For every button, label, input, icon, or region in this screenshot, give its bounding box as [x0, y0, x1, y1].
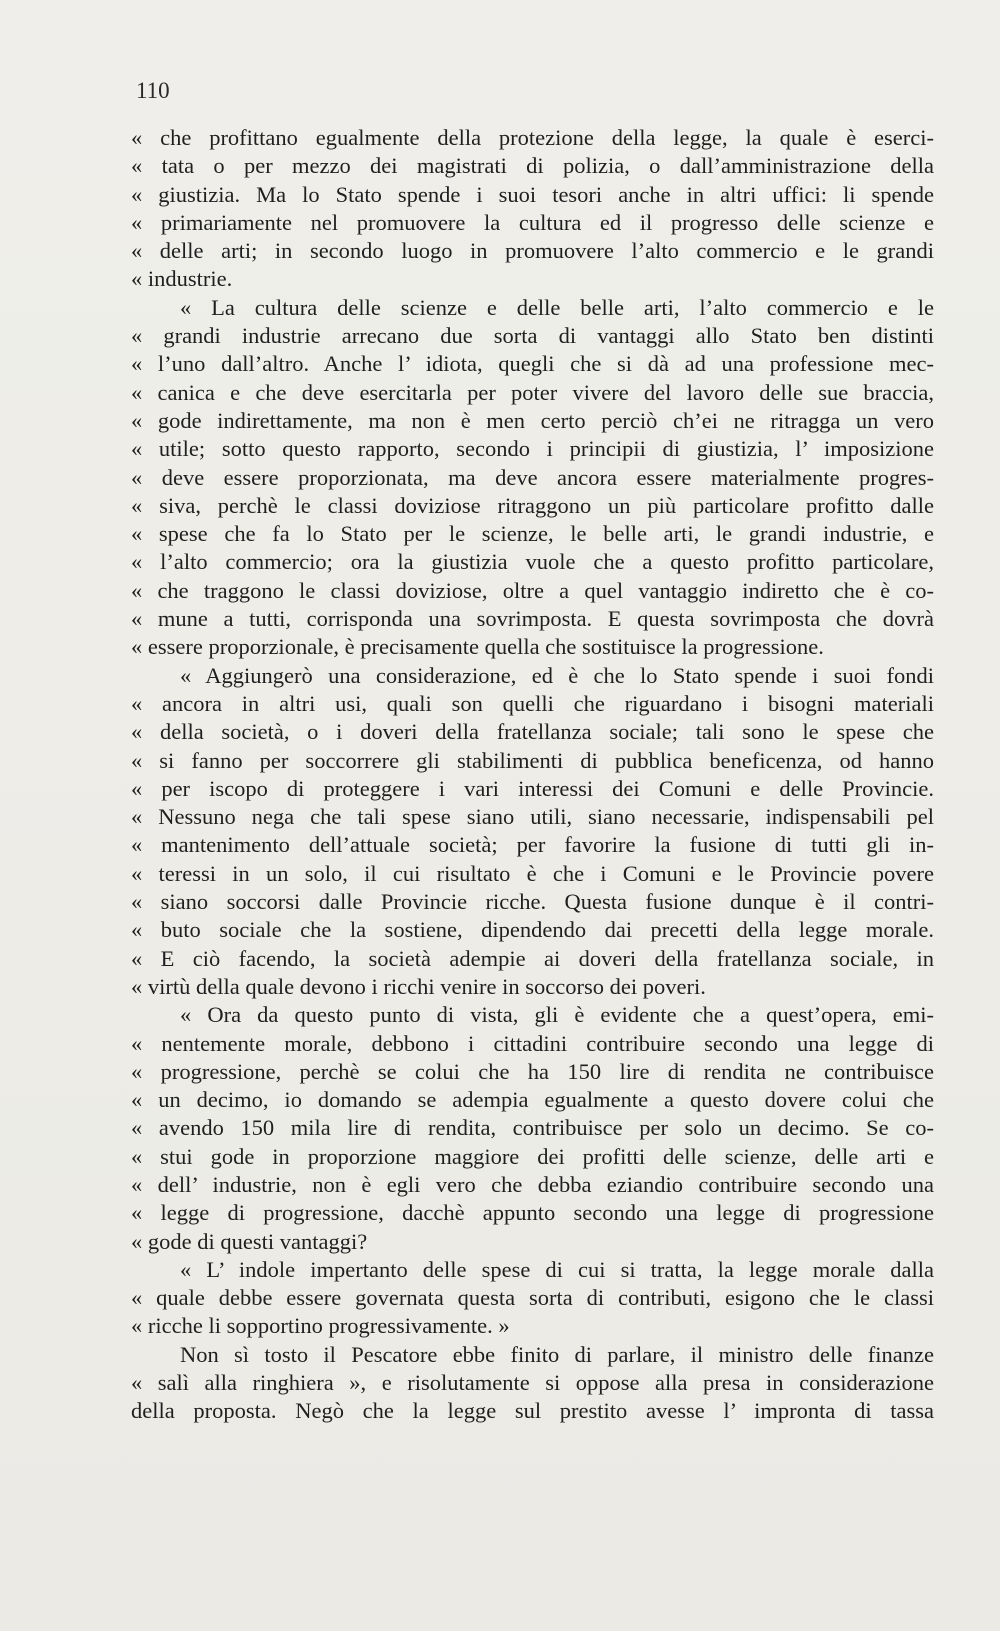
text-line: « spese che fa lo Stato per le scienze, le belle arti, le grandi industrie, e [131, 521, 934, 547]
text-line: « delle arti; in secondo luogo in promuovere l’alto commercio e le grandi [131, 238, 934, 264]
text-line: della proposta. Negò che la legge sul prestito avesse l’ impronta di tassa [131, 1398, 934, 1424]
text-line: « essere proporzionale, è precisamente quella che sostituisce la progressione. [131, 634, 824, 660]
text-line: « salì alla ringhiera », e risolutamente si oppose alla presa in considerazione [131, 1370, 934, 1396]
text-line: « ricche li sopportino progressivamente. » [131, 1313, 510, 1339]
text-line: « teressi in un solo, il cui risultato è che i Comuni e le Provincie povere [131, 860, 934, 886]
text-line: « L’ indole impertanto delle spese di cui si tratta, la legge morale dalla [180, 1256, 934, 1282]
text-line: « giustizia. Ma lo Stato spende i suoi tesori anche in altri uffici: li spende [131, 181, 934, 207]
text-line: « stui gode in proporzione maggiore dei profitti delle scienze, delle arti e [131, 1143, 934, 1169]
text-line: « Aggiungerò una considerazione, ed è che lo Stato spende i suoi fondi [180, 662, 934, 688]
page-number: 110 [136, 78, 170, 103]
text-line: « Nessuno nega che tali spese siano utili, siano necessarie, indispensabili pel [131, 804, 934, 830]
text-line: « ancora in altri usi, quali son quelli che riguardano i bisogni materiali [131, 690, 934, 716]
text-line: « gode indirettamente, ma non è men certo perciò ch’ei ne ritragga un vero [131, 407, 934, 433]
text-line: « quale debbe essere governata questa sorta di contributi, esigono che le classi [131, 1285, 934, 1311]
text-line: « un decimo, io domando se adempia egualmente a questo dovere colui che [131, 1087, 934, 1113]
text-line: « per iscopo di proteggere i vari interessi dei Comuni e delle Provincie. [131, 775, 934, 801]
text-line: « della società, o i doveri della fratellanza sociale; tali sono le spese che [131, 719, 934, 745]
text-line: « l’alto commercio; ora la giustizia vuole che a questo profitto particolare, [131, 549, 934, 575]
text-line: « deve essere proporzionata, ma deve ancora essere materialmente progres- [131, 464, 934, 490]
text-line: « dell’ industrie, non è egli vero che debba eziandio contribuire secondo una [131, 1171, 934, 1197]
text-line: « nentemente morale, debbono i cittadini contribuire secondo una legge di [131, 1030, 934, 1056]
text-line: « legge di progressione, dacchè appunto secondo una legge di progressione [131, 1200, 934, 1226]
text-line: « siva, perchè le classi doviziose ritraggono un più particolare profitto dalle [131, 492, 934, 518]
text-line: « mune a tutti, corrisponda una sovrimposta. E questa sovrimposta che dovrà [131, 606, 934, 632]
text-line: « l’uno dall’altro. Anche l’ idiota, quegli che si dà ad una professione mec- [131, 351, 934, 377]
text-line: « canica e che deve esercitarla per poter vivere del lavoro delle sue braccia, [131, 379, 934, 405]
text-line: « gode di questi vantaggi? [131, 1228, 368, 1254]
text-line: « che profittano egualmente della protezione della legge, la quale è eserci- [131, 125, 934, 150]
text-line: « buto sociale che la sostiene, dipendendo dai precetti della legge morale. [131, 917, 934, 943]
text-line: « La cultura delle scienze e delle belle arti, l’alto commercio e le [180, 294, 934, 320]
text-line: « tata o per mezzo dei magistrati di polizia, o dall’amministrazione della [131, 153, 934, 179]
text-line: « siano soccorsi dalle Provincie ricche. Questa fusione dunque è il contri- [131, 889, 934, 915]
text-line: Non sì tosto il Pescatore ebbe finito di parlare, il ministro delle finanze [180, 1341, 934, 1367]
text-line: « industrie. [131, 266, 233, 292]
text-line: « grandi industrie arrecano due sorta di vantaggi allo Stato ben distinti [131, 323, 934, 349]
text-line: « E ciò facendo, la società adempie ai doveri della fratellanza sociale, in [131, 945, 934, 971]
text-line: « si fanno per soccorrere gli stabilimenti di pubblica beneficenza, od hanno [131, 747, 934, 773]
text-line: « avendo 150 mila lire di rendita, contribuisce per solo un decimo. Se co- [131, 1115, 934, 1141]
text-line: « mantenimento dell’attuale società; per favorire la fusione di tutti gli in- [131, 832, 934, 858]
text-line: « utile; sotto questo rapporto, secondo i principii di giustizia, l’ imposizione [131, 436, 934, 462]
body-text [131, 124, 934, 1426]
text-line: « progressione, perchè se colui che ha 150 lire di rendita ne contribuisce [131, 1058, 934, 1084]
text-line: « virtù della quale devono i ricchi venire in soccorso dei poveri. [131, 973, 706, 999]
text-line: « che traggono le classi doviziose, oltre a quel vantaggio indiretto che è co- [131, 577, 934, 603]
text-line: « primariamente nel promuovere la cultura ed il progresso delle scienze e [131, 209, 934, 235]
text-line: « Ora da questo punto di vista, gli è evidente che a quest’opera, emi- [180, 1002, 934, 1028]
